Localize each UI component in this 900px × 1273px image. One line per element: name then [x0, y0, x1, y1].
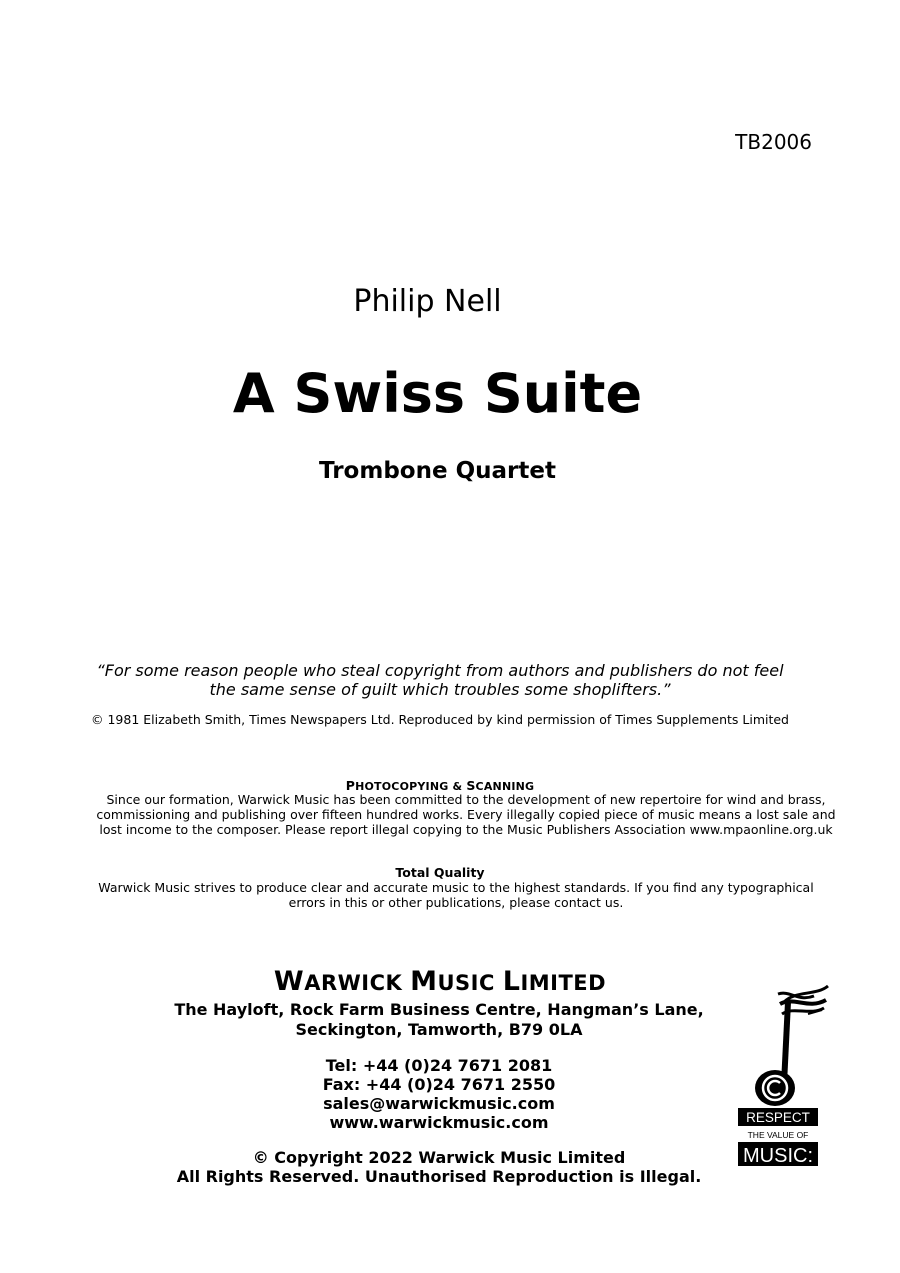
fax: Fax: +44 (0)24 7671 2550: [322, 1075, 556, 1094]
address-line: The Hayloft, Rock Farm Business Centre, Hangman’s Lane,: [174, 1000, 704, 1019]
respect-the-value-of-music-logo: [738, 980, 830, 1168]
logo-respect-text: RESPECT: [746, 1110, 810, 1125]
publisher-name: WARWICK MUSIC LIMITED: [273, 966, 607, 997]
music-note-icon: [755, 986, 828, 1106]
text-line: errors in this or other publications, please contact us.: [288, 895, 624, 910]
logo-value-text: THE VALUE OF: [747, 1130, 809, 1140]
address-line: Seckington, Tamworth, B79 0LA: [295, 1020, 583, 1039]
copyright-quote: [0, 661, 880, 699]
instrumentation-subtitle: Trombone Quartet: [319, 458, 556, 484]
email-link[interactable]: sales@warwickmusic.com: [323, 1094, 555, 1113]
copyright-line: All Rights Reserved. Unauthorised Reproduction is Illegal.: [176, 1167, 702, 1186]
composer-name: Philip Nell: [353, 284, 502, 319]
quote-credit: © 1981 Elizabeth Smith, Times Newspapers Ltd. Reproduced by kind permission of Times Supplements Limited: [91, 712, 789, 727]
total-quality-heading: Total Quality: [395, 865, 485, 880]
photocopying-heading: PHOTOCOPYING & SCANNING: [345, 778, 535, 793]
page-title: A Swiss Suite: [232, 362, 643, 425]
text-line: Warwick Music strives to produce clear and accurate music to the highest standards. If you find any typographical: [98, 880, 814, 895]
quote-line: “For some reason people who steal copyright from authors and publishers do not feel: [96, 661, 784, 680]
catalog-number: TB2006: [735, 130, 812, 154]
quote-line: the same sense of guilt which troubles some shoplifters.”: [209, 680, 671, 699]
copyright-line: © Copyright 2022 Warwick Music Limited: [252, 1148, 626, 1167]
website-link[interactable]: www.warwickmusic.com: [329, 1113, 549, 1132]
photocopying-text: [0, 792, 900, 837]
total-quality-text: [0, 880, 900, 910]
text-line: Since our formation, Warwick Music has been committed to the development of new repertoire for wind and brass,: [106, 792, 826, 807]
logo-music-text: MUSIC:: [743, 1145, 813, 1167]
text-line: commissioning and publishing over fifteen hundred works. Every illegally copied piece of music means a lost sale and: [96, 807, 836, 822]
text-line: lost income to the composer. Please report illegal copying to the Music Publishers Association www.mpaonline.org.uk: [99, 822, 833, 837]
telephone: Tel: +44 (0)24 7671 2081: [325, 1056, 553, 1075]
